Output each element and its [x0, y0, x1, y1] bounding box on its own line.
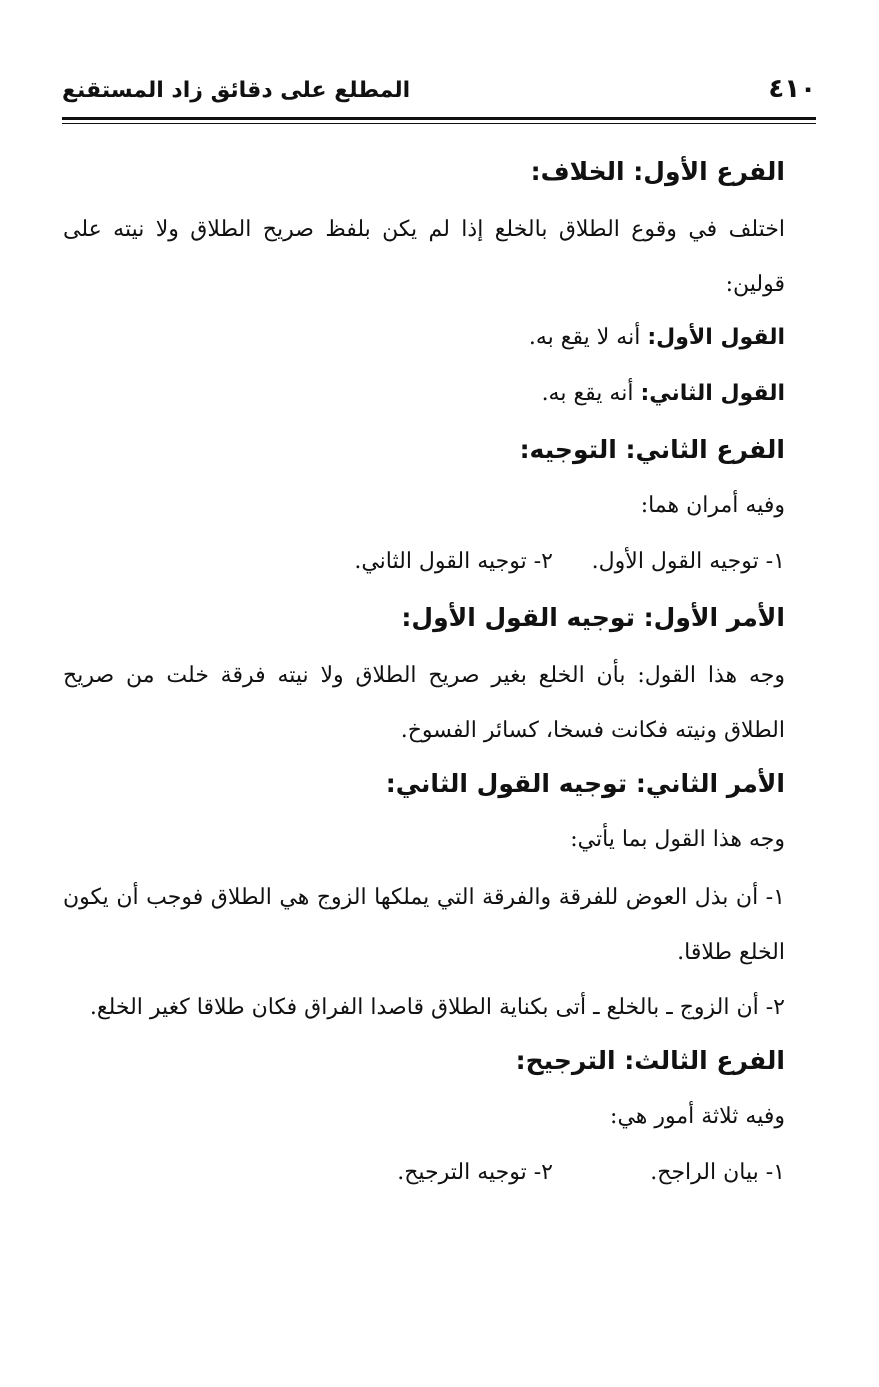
- opinion1-label: القول الأول:: [647, 325, 785, 350]
- page-body: [63, 146, 785, 1203]
- opinion2-text: أنه يقع به.: [541, 381, 634, 406]
- matter2-point-2: ٢- أن الزوج ـ بالخلع ـ أتى بكناية الطلاق قاصدا الفراق فكان طلاقا كغير الخلع.: [89, 995, 785, 1020]
- book-title: المطلع على دقائق زاد المستقنع: [62, 78, 411, 103]
- opinion2: [63, 368, 785, 424]
- branch3-heading: الفرع الثالث: الترجيح:: [515, 1046, 785, 1075]
- branch3-items: [63, 1147, 785, 1203]
- matter1-text: وجه هذا القول: بأن الخلع بغير صريح الطلاق ولا نيته فرقة خلت من صريح الطلاق ونيته فكانت فسخا، كسائر الفسوخ.: [63, 663, 785, 743]
- branch3-item-1: ١- بيان الراجح.: [650, 1160, 785, 1185]
- branch3-item-2: ٢- توجيه الترجيح.: [397, 1160, 553, 1185]
- header-rule-thick: [62, 117, 816, 120]
- matter2-heading: الأمر الثاني: توجيه القول الثاني:: [385, 769, 785, 798]
- branch2-intro: وفيه أمران هما:: [640, 493, 785, 518]
- opinion2-label: القول الثاني:: [640, 381, 785, 406]
- page-number: ٤١٠: [768, 74, 816, 104]
- header-rule-thin: [62, 123, 816, 124]
- branch1-intro: اختلف في وقوع الطلاق بالخلع إذا لم يكن بلفظ صريح الطلاق ولا نيته على قولين:: [63, 217, 785, 297]
- opinion1: [63, 312, 785, 368]
- branch2-item-2: ٢- توجيه القول الثاني.: [354, 549, 553, 574]
- matter2-intro: وجه هذا القول بما يأتي:: [570, 827, 785, 852]
- branch3-intro: وفيه ثلاثة أمور هي:: [610, 1104, 785, 1129]
- branch2-items: [63, 536, 785, 592]
- matter1-heading: الأمر الأول: توجيه القول الأول:: [401, 603, 785, 632]
- branch2-heading: الفرع الثاني: التوجيه:: [519, 435, 785, 464]
- running-header: [62, 70, 816, 114]
- opinion1-text: أنه لا يقع به.: [528, 325, 641, 350]
- matter2-point-1: ١- أن بذل العوض للفرقة والفرقة التي يملكها الزوج هي الطلاق فوجب أن يكون الخلع طلاقا.: [63, 885, 785, 965]
- branch2-item-1: ١- توجيه القول الأول.: [591, 549, 785, 574]
- branch1-heading: الفرع الأول: الخلاف:: [530, 157, 785, 186]
